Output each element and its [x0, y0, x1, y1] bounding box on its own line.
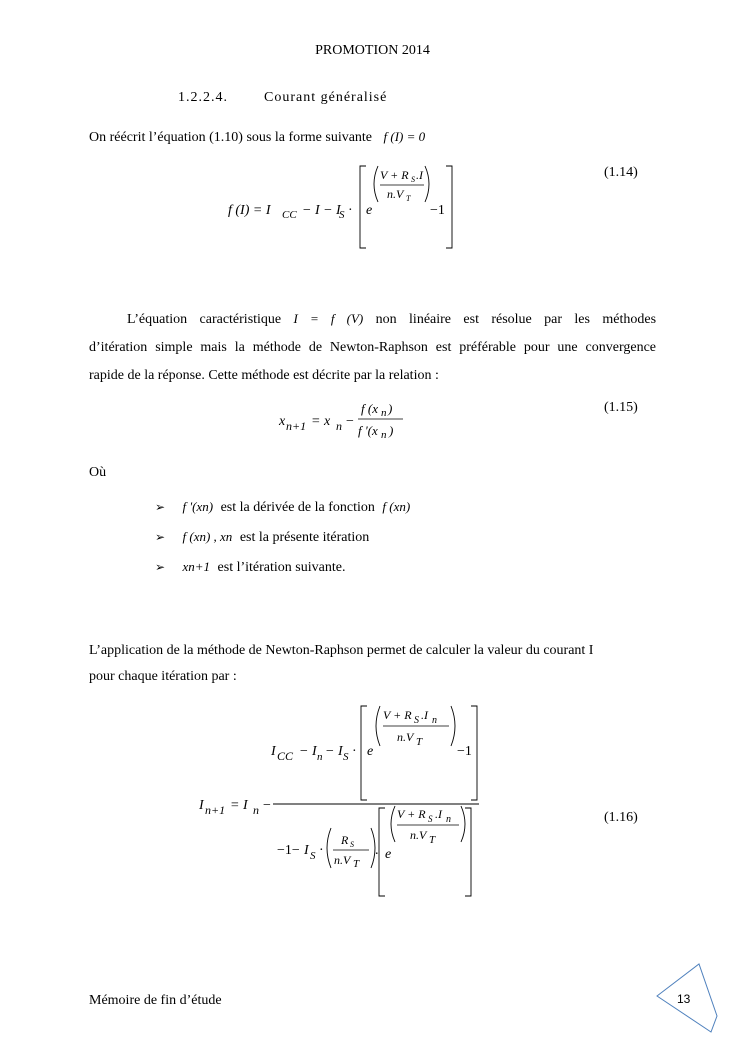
svg-text:− I: − I: [325, 744, 343, 759]
equation-1-16: [195, 700, 495, 900]
svg-text:n+1: n+1: [286, 419, 307, 433]
page-number: 13: [677, 992, 691, 1006]
svg-text:S: S: [343, 751, 349, 763]
svg-text:I: I: [304, 843, 309, 858]
section-title: Courant généralisé: [264, 90, 388, 105]
svg-text:e: e: [367, 744, 374, 759]
svg-text:·: ·: [348, 203, 353, 218]
svg-text:−: −: [346, 414, 354, 429]
paragraph-intro-text: On réécrit l’équation (1.10) sous la forme suivante: [89, 130, 373, 145]
bullet-item: [155, 499, 410, 516]
page-header: PROMOTION 2014: [315, 43, 430, 58]
page-badge-icon: [655, 962, 733, 1034]
svg-text:− I − I: − I − I: [302, 203, 341, 218]
equation-number-1-16: (1.16): [604, 810, 638, 825]
bullet-text: est la présente itération: [239, 530, 370, 545]
svg-text:n: n: [336, 419, 342, 433]
bullet-math: f '(xn): [182, 499, 214, 514]
svg-text:e: e: [385, 847, 392, 862]
svg-text:f (I) = I: f (I) = I: [228, 203, 271, 218]
svg-text:CC: CC: [282, 209, 297, 221]
svg-text:V + R: V + R: [380, 168, 409, 182]
paragraph-method-line3: rapide de la réponse. Cette méthode est décrite par la relation :: [89, 368, 439, 383]
svg-text:R: R: [341, 833, 349, 847]
svg-text:= x: = x: [311, 414, 331, 429]
arrow-bullet-icon: ➢: [155, 530, 166, 544]
bullet-math: f (xn) , xn: [182, 529, 233, 544]
bullet-item: [155, 559, 345, 576]
svg-text:n: n: [253, 803, 259, 817]
bullet-text: est la dérivée de la fonction: [220, 500, 375, 515]
svg-text:S: S: [411, 175, 415, 184]
svg-text:n: n: [446, 814, 451, 825]
svg-text:S: S: [339, 209, 345, 221]
svg-text:n.V: n.V: [410, 828, 427, 842]
svg-text:T: T: [406, 194, 411, 203]
svg-text:): ): [388, 401, 393, 416]
paragraph-method-text-a: L’équation caractéristique: [127, 312, 282, 327]
arrow-bullet-icon: ➢: [155, 500, 166, 514]
bullet-text: est l’itération suivante.: [217, 560, 346, 575]
svg-text:S: S: [414, 715, 419, 726]
svg-text:n: n: [317, 751, 323, 763]
svg-text:f '(x: f '(x: [358, 423, 378, 438]
svg-text:= I: = I: [230, 798, 248, 813]
paragraph-method-text-b: non linéaire est résolue par les méthodes: [375, 312, 657, 327]
svg-text:n+1: n+1: [205, 803, 226, 817]
equation-1-15: [275, 395, 415, 445]
bullet-item: [155, 529, 369, 546]
svg-text:·: ·: [319, 843, 324, 858]
svg-text:−1: −1: [457, 744, 472, 759]
svg-text:e: e: [366, 203, 373, 218]
svg-text:S: S: [310, 850, 316, 862]
svg-text:): ): [389, 423, 394, 438]
paragraph-method-line1: [89, 304, 656, 334]
equation-number-1-14: (1.14): [604, 165, 638, 180]
equation-1-14: [220, 160, 470, 255]
svg-text:n: n: [381, 429, 387, 441]
svg-text:−: −: [263, 798, 271, 813]
paragraph-application-line1: L’application de la méthode de Newton-Raphson permet de calculer la valeur du courant I: [89, 643, 594, 658]
label-ou: Où: [89, 465, 107, 480]
paragraph-method-line2: d’itération simple mais la méthode de Newton-Raphson est préférable pour une convergence: [89, 340, 656, 355]
svg-text:I: I: [199, 798, 204, 813]
svg-text:T: T: [429, 834, 436, 846]
inline-equation-f-i: f (I) = 0: [383, 129, 426, 144]
svg-text:− I: − I: [299, 744, 317, 759]
svg-text:S: S: [350, 840, 354, 849]
section-number: 1.2.2.4.: [178, 90, 228, 105]
section-heading: [178, 90, 387, 106]
bullet-math-2: f (xn): [382, 499, 411, 514]
inline-equation-i-f-v: I = f (V): [293, 311, 364, 326]
svg-text:n: n: [432, 715, 437, 726]
svg-text:V + R: V + R: [397, 807, 426, 821]
svg-text:CC: CC: [277, 749, 294, 763]
arrow-bullet-icon: ➢: [155, 560, 166, 574]
svg-text:·: ·: [352, 744, 357, 759]
svg-text:n.V: n.V: [387, 187, 404, 201]
paragraph-application-line2: pour chaque itération par :: [89, 669, 237, 684]
svg-text:.: .: [375, 843, 379, 858]
svg-text:T: T: [353, 858, 360, 870]
svg-text:−1−: −1−: [277, 843, 300, 858]
svg-text:T: T: [416, 736, 423, 748]
svg-text:n.V: n.V: [397, 730, 414, 744]
svg-text:I: I: [271, 744, 276, 759]
svg-text:−1: −1: [430, 203, 445, 218]
page-number-badge: [655, 962, 733, 1034]
equation-number-1-15: (1.15): [604, 400, 638, 415]
svg-text:x: x: [279, 414, 286, 429]
svg-text:n.V: n.V: [334, 853, 351, 867]
svg-text:f (x: f (x: [361, 401, 378, 416]
svg-text:.I: .I: [435, 807, 442, 821]
svg-text:.I: .I: [416, 168, 423, 182]
svg-text:S: S: [428, 814, 433, 824]
svg-text:n: n: [381, 407, 387, 419]
svg-text:V + R: V + R: [383, 708, 412, 722]
footer-text: Mémoire de fin d’étude: [89, 993, 222, 1008]
paragraph-intro: [89, 122, 425, 152]
svg-text:.I: .I: [421, 708, 428, 722]
bullet-math: xn+1: [182, 559, 211, 574]
